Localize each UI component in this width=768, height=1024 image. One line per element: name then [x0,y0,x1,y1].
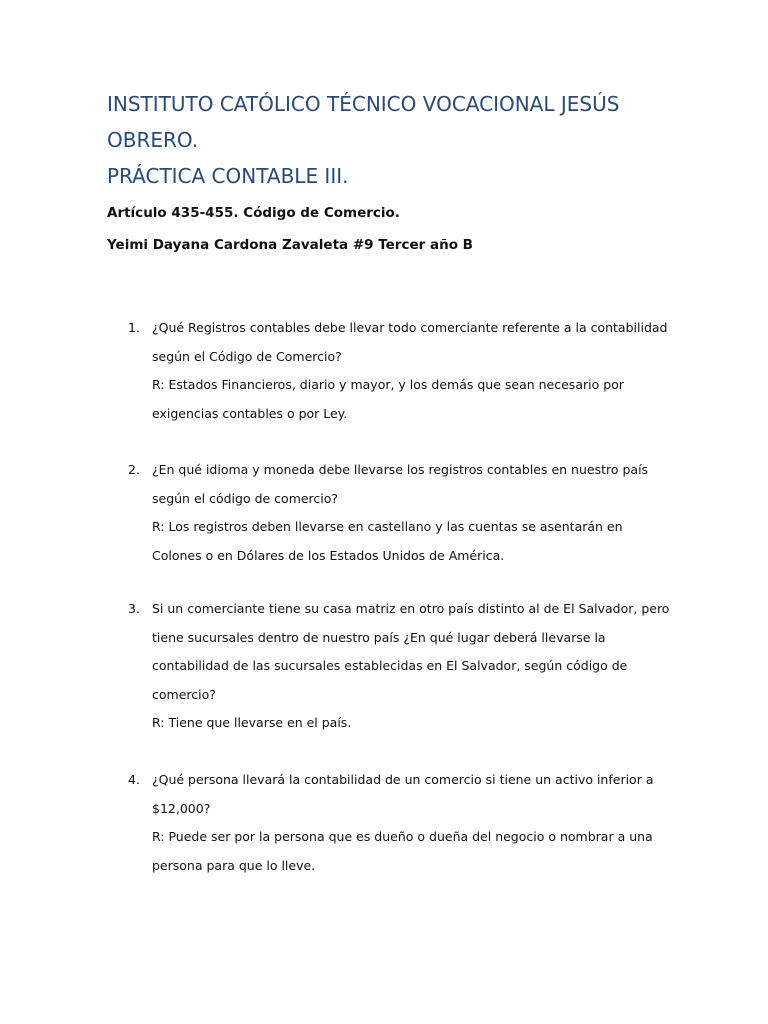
answer-text: R: Los registros deben llevarse en castellano y las cuentas se asentarán en Colones o en Dólares de los Estados Unidos de América. [152,519,623,563]
question-number: 2. [128,462,140,477]
institute-title: INSTITUTO CATÓLICO TÉCNICO VOCACIONAL JESÚS OBRERO. [107,92,620,152]
question-item [152,314,672,428]
answer-text: R: Estados Financieros, diario y mayor, y los demás que sean necesario por exigencias contables o por Ley. [152,377,624,421]
question-text: ¿En qué idioma y moneda debe llevarse los registros contables en nuestro país según el código de comercio? [152,462,649,506]
question-text: Si un comerciante tiene su casa matriz en otro país distinto al de El Salvador, pero tiene sucursales dentro de nuestro país ¿En qué lugar deberá llevarse la contabilidad de las sucursales establecidas en El Salvador, según código de comercio? [152,601,670,702]
answer-text: R: Tiene que llevarse en el país. [152,715,352,730]
question-number: 4. [128,772,140,787]
question-item [152,766,672,880]
question-number: 1. [128,320,140,335]
article-subtitle: Artículo 435-455. Código de Comercio. [107,205,400,221]
question-text: ¿Qué Registros contables debe llevar todo comerciante referente a la contabilidad según el Código de Comercio? [152,320,668,364]
question-item [152,456,672,570]
question-item [152,595,672,738]
course-title: PRÁCTICA CONTABLE III. [107,164,349,188]
student-line: Yeimi Dayana Cardona Zavaleta #9 Tercer año B [107,237,473,253]
answer-text: R: Puede ser por la persona que es dueño o dueña del negocio o nombrar a una persona para que lo lleve. [152,829,653,873]
question-text: ¿Qué persona llevará la contabilidad de un comercio si tiene un activo inferior a $12,000? [152,772,654,816]
question-number: 3. [128,601,140,616]
